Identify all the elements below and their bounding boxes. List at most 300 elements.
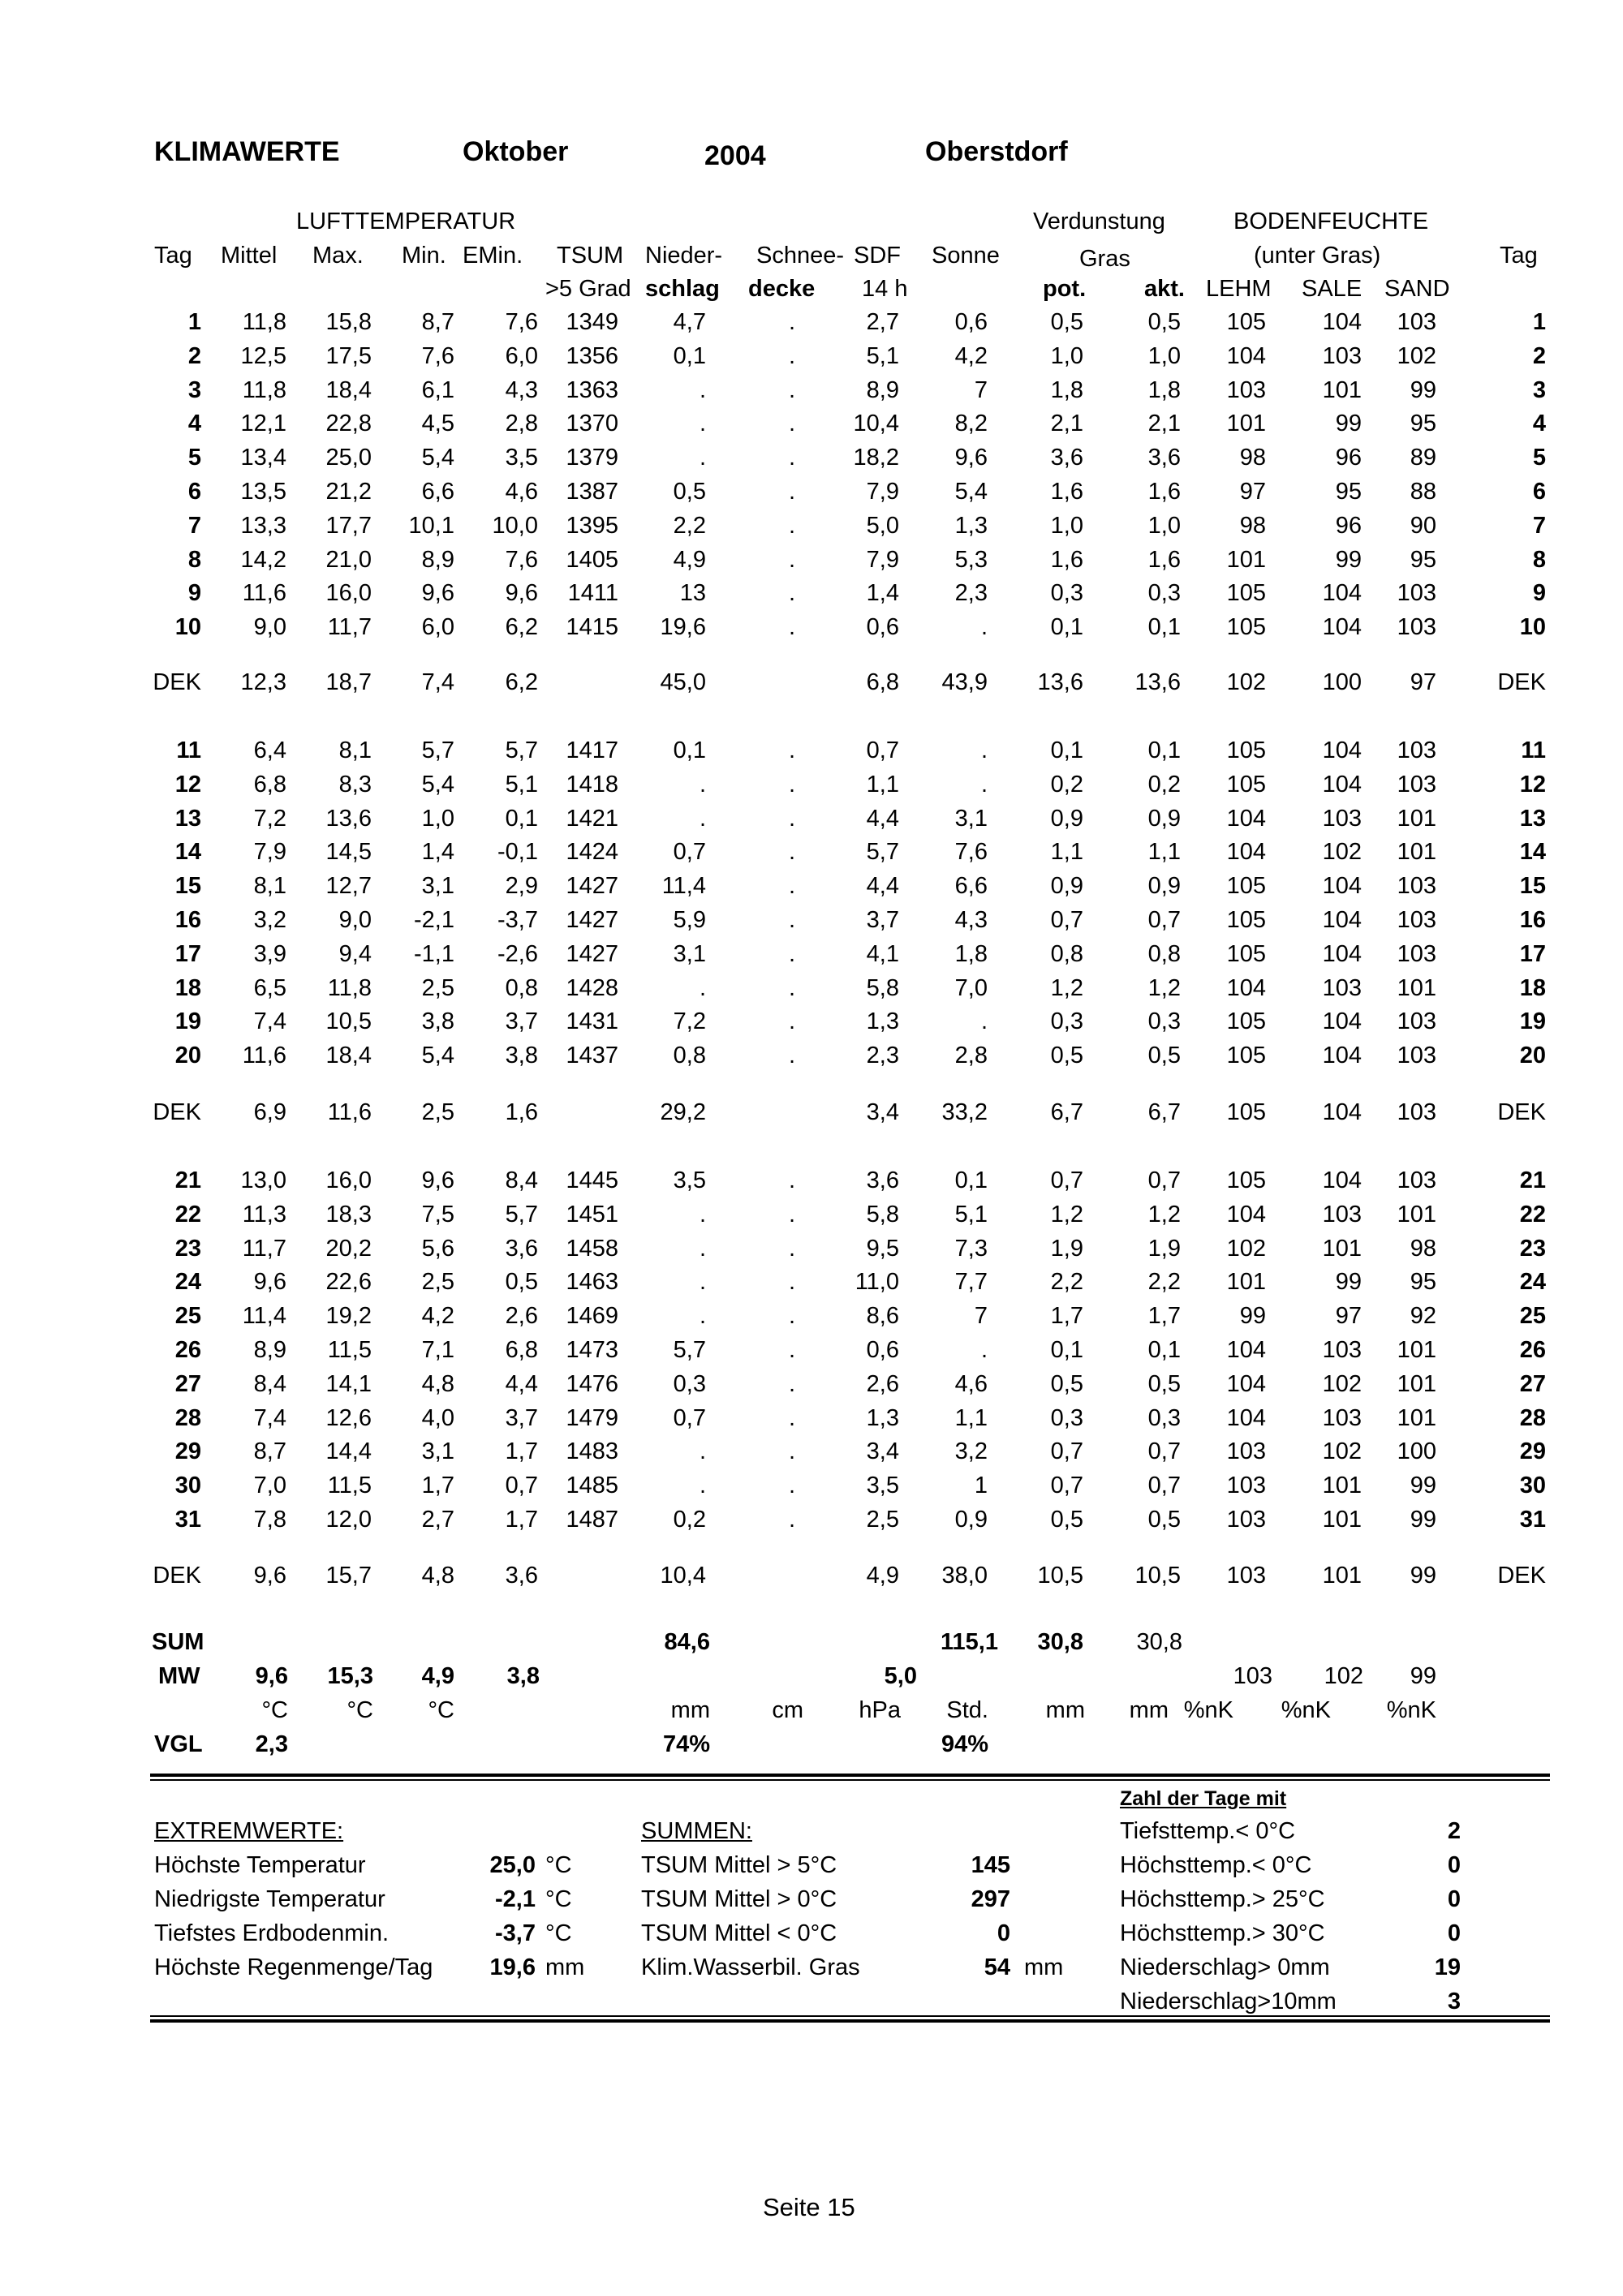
cell-tsum: 1479 (566, 1404, 618, 1431)
cell-tag-right: 30 (1519, 1473, 1546, 1499)
cell-mittel: 6,8 (253, 771, 286, 798)
cell-tag-right: 28 (1519, 1404, 1546, 1431)
cell-schneedecke: . (788, 1235, 795, 1262)
divider-top-thin (150, 1779, 1550, 1781)
cell-lehm: 97 (1239, 479, 1266, 505)
sum-akt: 30,8 (1136, 1629, 1182, 1655)
cell-verdunstung-akt: 0,5 (1147, 1043, 1181, 1069)
cell-lehm: 101 (1226, 1269, 1266, 1296)
cell-sonne: 6,6 (954, 873, 988, 900)
cell-sonne: 4,3 (954, 907, 988, 933)
cell-schneedecke: . (788, 1473, 795, 1499)
cell-tag-right: 23 (1519, 1235, 1546, 1262)
cell-sale: 104 (1322, 1008, 1362, 1035)
cell-lehm: 104 (1226, 805, 1266, 832)
cell-sand: 101 (1397, 1201, 1436, 1228)
cell-sdf: 4,1 (866, 940, 899, 967)
cell-verdunstung-pot: 6,7 (1050, 1099, 1083, 1125)
cell-sdf: 1,3 (866, 1008, 899, 1035)
extreme-unit: °C (545, 1920, 572, 1946)
cell-sonne: 43,9 (941, 669, 988, 695)
cell-niederschlag: . (699, 1269, 706, 1296)
cell-lehm: 105 (1226, 1008, 1266, 1035)
cell-max: 17,7 (325, 512, 372, 539)
cell-sand: 97 (1410, 669, 1436, 695)
extreme-unit: mm (545, 1954, 585, 1980)
cell-tsum: 1370 (566, 411, 618, 437)
cell-sale: 97 (1335, 1303, 1362, 1330)
cell-emin: 2,9 (505, 873, 538, 900)
cell-sale: 99 (1335, 546, 1362, 573)
cell-sonne: 7,7 (954, 1269, 988, 1296)
cell-niederschlag: 13 (679, 580, 706, 607)
cell-niederschlag: 5,7 (673, 1337, 706, 1363)
cell-tag: 31 (174, 1507, 201, 1533)
header-akt: akt. (1144, 276, 1185, 302)
cell-tsum: 1427 (566, 940, 618, 967)
cell-tsum: 1356 (566, 342, 618, 369)
cell-tag-right: 5 (1532, 445, 1546, 471)
vgl-mittel: 2,3 (255, 1731, 288, 1757)
cell-sonne: 33,2 (941, 1099, 988, 1125)
cell-max: 21,0 (325, 546, 372, 573)
cell-max: 18,4 (325, 376, 372, 403)
cell-tsum: 1418 (566, 771, 618, 798)
cell-lehm: 103 (1226, 1473, 1266, 1499)
cell-tsum: 1428 (566, 974, 618, 1001)
cell-tag-right: 24 (1519, 1269, 1546, 1296)
cell-sale: 101 (1322, 1563, 1362, 1589)
cell-max: 18,4 (325, 1043, 372, 1069)
unit-niederschlag: mm (670, 1697, 710, 1723)
cell-verdunstung-pot: 0,5 (1050, 1507, 1083, 1533)
cell-sdf: 10,4 (853, 411, 899, 437)
cell-sdf: 7,9 (866, 479, 899, 505)
extreme-value: 25,0 (489, 1852, 536, 1878)
cell-max: 12,6 (325, 1404, 372, 1431)
header-max: Max. (312, 243, 364, 269)
cell-lehm: 103 (1226, 1438, 1266, 1465)
cell-emin: -3,7 (497, 907, 538, 933)
cell-max: 14,4 (325, 1438, 372, 1465)
header-sdf: SDF (854, 243, 901, 269)
cell-min: 5,4 (421, 1043, 454, 1069)
cell-max: 11,6 (327, 1099, 372, 1125)
cell-sdf: 0,6 (866, 614, 899, 641)
cell-lehm: 105 (1226, 907, 1266, 933)
cell-lehm: 105 (1226, 1167, 1266, 1193)
cell-sonne: 5,1 (954, 1201, 988, 1228)
cell-tag: 9 (187, 580, 201, 607)
cell-emin: 6,8 (505, 1337, 538, 1363)
cell-max: 25,0 (325, 445, 372, 471)
cell-tag-right: 27 (1519, 1370, 1546, 1397)
cell-verdunstung-pot: 0,3 (1050, 580, 1083, 607)
cell-niederschlag: 5,9 (673, 907, 706, 933)
extreme-label: Tiefstes Erdbodenmin. (154, 1920, 390, 1946)
header-unter-gras: (unter Gras) (1254, 243, 1381, 269)
cell-niederschlag: 0,2 (673, 1507, 706, 1533)
header-tag-right: Tag (1500, 243, 1538, 269)
cell-emin: 5,7 (505, 1201, 538, 1228)
header-schlag: schlag (645, 276, 720, 302)
cell-verdunstung-akt: 0,7 (1147, 1438, 1181, 1465)
cell-verdunstung-akt: 13,6 (1134, 669, 1181, 695)
cell-tag: 25 (174, 1303, 201, 1330)
zahl-value: 19 (1434, 1954, 1461, 1980)
cell-tag-right: 13 (1519, 805, 1546, 832)
cell-sale: 104 (1322, 873, 1362, 900)
zahl-label: Höchsttemp.> 25°C (1120, 1886, 1325, 1912)
extreme-unit: °C (545, 1852, 572, 1878)
cell-tsum: 1421 (566, 805, 618, 832)
zahl-value: 0 (1447, 1920, 1461, 1946)
cell-verdunstung-pot: 2,1 (1050, 411, 1083, 437)
cell-sale: 104 (1322, 737, 1362, 763)
cell-min: 2,5 (421, 1269, 454, 1296)
cell-max: 14,1 (325, 1370, 372, 1397)
unit-pot: mm (1045, 1697, 1085, 1723)
cell-tag: 8 (187, 546, 201, 573)
cell-tag: DEK (153, 1099, 201, 1125)
cell-min: 6,6 (421, 479, 454, 505)
cell-tag: 17 (174, 940, 201, 967)
cell-schneedecke: . (788, 1404, 795, 1431)
cell-schneedecke: . (788, 1337, 795, 1363)
cell-sdf: 8,9 (866, 376, 899, 403)
cell-tag: 11 (176, 737, 201, 763)
cell-mittel: 9,6 (253, 1269, 286, 1296)
extreme-label: Höchste Regenmenge/Tag (154, 1954, 433, 1980)
cell-verdunstung-pot: 0,7 (1050, 907, 1083, 933)
cell-verdunstung-pot: 1,0 (1050, 512, 1083, 539)
cell-sdf: 7,9 (866, 546, 899, 573)
cell-sonne: 5,4 (954, 479, 988, 505)
cell-sale: 104 (1322, 1099, 1362, 1125)
cell-lehm: 105 (1226, 1099, 1266, 1125)
zahl-value: 2 (1447, 1818, 1461, 1844)
cell-sdf: 0,7 (866, 737, 899, 763)
zahl-value: 0 (1447, 1852, 1461, 1878)
cell-sonne: . (980, 1008, 988, 1035)
cell-emin: -2,6 (497, 940, 538, 967)
cell-schneedecke: . (788, 873, 795, 900)
extreme-value: 19,6 (489, 1954, 536, 1980)
header-decke: decke (748, 276, 816, 302)
zahl-label: Niederschlag>10mm (1120, 1989, 1337, 2014)
vgl-niederschlag: 74% (662, 1731, 710, 1757)
cell-lehm: 103 (1226, 1563, 1266, 1589)
cell-schneedecke: . (788, 1370, 795, 1397)
cell-sale: 99 (1335, 1269, 1362, 1296)
cell-min: 2,5 (421, 1099, 454, 1125)
cell-max: 12,7 (325, 873, 372, 900)
cell-niederschlag: . (699, 1235, 706, 1262)
cell-emin: 2,8 (505, 411, 538, 437)
cell-min: 3,8 (421, 1008, 454, 1035)
cell-niederschlag: . (699, 1438, 706, 1465)
cell-sand: 89 (1410, 445, 1436, 471)
cell-sdf: 0,6 (866, 1337, 899, 1363)
cell-mittel: 7,4 (253, 1404, 286, 1431)
unit-lehm: %nK (1183, 1697, 1233, 1723)
zahl-label: Höchsttemp.< 0°C (1120, 1852, 1312, 1878)
cell-verdunstung-akt: 0,7 (1147, 1473, 1181, 1499)
cell-sale: 101 (1322, 1507, 1362, 1533)
cell-tag: 14 (174, 839, 201, 866)
unit-sale: %nK (1281, 1697, 1331, 1723)
cell-min: 4,5 (421, 411, 454, 437)
cell-verdunstung-akt: 0,3 (1147, 1404, 1181, 1431)
cell-verdunstung-pot: 0,1 (1050, 614, 1083, 641)
cell-sdf: 5,0 (866, 512, 899, 539)
cell-sonne: 3,2 (954, 1438, 988, 1465)
cell-min: 3,1 (421, 873, 454, 900)
cell-verdunstung-akt: 2,1 (1147, 411, 1181, 437)
cell-niederschlag: 10,4 (660, 1563, 706, 1589)
cell-verdunstung-pot: 0,3 (1050, 1404, 1083, 1431)
cell-sdf: 3,4 (866, 1438, 899, 1465)
cell-emin: 2,6 (505, 1303, 538, 1330)
cell-emin: 10,0 (492, 512, 538, 539)
cell-sale: 95 (1335, 479, 1362, 505)
cell-sdf: 3,5 (866, 1473, 899, 1499)
cell-niederschlag: 0,7 (673, 1404, 706, 1431)
cell-sonne: . (980, 737, 988, 763)
cell-sale: 101 (1322, 1235, 1362, 1262)
cell-tag: 29 (174, 1438, 201, 1465)
unit-akt: mm (1129, 1697, 1169, 1723)
cell-niederschlag: 3,1 (673, 940, 706, 967)
cell-sand: 101 (1397, 839, 1436, 866)
cell-schneedecke: . (788, 411, 795, 437)
header-14h: 14 h (862, 276, 908, 302)
cell-mittel: 8,9 (253, 1337, 286, 1363)
cell-sale: 104 (1322, 771, 1362, 798)
cell-sonne: 1,8 (954, 940, 988, 967)
cell-tag: 22 (174, 1201, 201, 1228)
cell-verdunstung-akt: 1,6 (1147, 546, 1181, 573)
cell-niederschlag: . (699, 376, 706, 403)
cell-emin: -0,1 (497, 839, 538, 866)
cell-min: 1,4 (421, 839, 454, 866)
cell-max: 10,5 (325, 1008, 372, 1035)
cell-verdunstung-pot: 3,6 (1050, 445, 1083, 471)
mw-sand: 99 (1410, 1663, 1436, 1689)
cell-schneedecke: . (788, 974, 795, 1001)
cell-verdunstung-pot: 1,6 (1050, 479, 1083, 505)
cell-verdunstung-pot: 1,0 (1050, 342, 1083, 369)
cell-sale: 102 (1322, 1438, 1362, 1465)
divider-bottom-thin (150, 2015, 1550, 2017)
divider-bottom (150, 2019, 1550, 2023)
cell-mittel: 13,0 (240, 1167, 286, 1193)
cell-mittel: 7,2 (253, 805, 286, 832)
summen-label: TSUM Mittel < 0°C (641, 1920, 837, 1946)
cell-sdf: 2,7 (866, 309, 899, 335)
cell-sale: 103 (1322, 342, 1362, 369)
cell-sonne: 7,6 (954, 839, 988, 866)
cell-sdf: 1,1 (866, 771, 899, 798)
cell-max: 12,0 (325, 1507, 372, 1533)
cell-min: -1,1 (414, 940, 454, 967)
cell-tag-right: 29 (1519, 1438, 1546, 1465)
cell-schneedecke: . (788, 1303, 795, 1330)
cell-verdunstung-pot: 13,6 (1037, 669, 1083, 695)
extreme-label: Höchste Temperatur (154, 1852, 366, 1878)
mw-lehm: 103 (1233, 1663, 1272, 1689)
cell-lehm: 102 (1226, 669, 1266, 695)
cell-emin: 9,6 (505, 580, 538, 607)
mw-sale: 102 (1324, 1663, 1363, 1689)
cell-tag-right: 26 (1519, 1337, 1546, 1363)
cell-sale: 103 (1322, 1404, 1362, 1431)
cell-emin: 3,5 (505, 445, 538, 471)
cell-tsum: 1349 (566, 309, 618, 335)
cell-verdunstung-pot: 10,5 (1037, 1563, 1083, 1589)
cell-tsum: 1445 (566, 1167, 618, 1193)
cell-niederschlag: . (699, 1201, 706, 1228)
cell-mittel: 8,1 (253, 873, 286, 900)
cell-lehm: 103 (1226, 1507, 1266, 1533)
cell-mittel: 12,3 (240, 669, 286, 695)
cell-emin: 6,0 (505, 342, 538, 369)
summen-unit: mm (1024, 1954, 1064, 1980)
cell-tag-right: DEK (1497, 1563, 1546, 1589)
cell-tag-right: 19 (1519, 1008, 1546, 1035)
cell-niederschlag: 2,2 (673, 512, 706, 539)
cell-lehm: 105 (1226, 873, 1266, 900)
cell-sale: 102 (1322, 839, 1362, 866)
cell-emin: 6,2 (505, 669, 538, 695)
cell-mittel: 11,8 (242, 309, 286, 335)
extreme-unit: °C (545, 1886, 572, 1912)
cell-sand: 102 (1397, 342, 1436, 369)
cell-verdunstung-akt: 1,0 (1147, 342, 1181, 369)
cell-sale: 104 (1322, 309, 1362, 335)
cell-lehm: 105 (1226, 737, 1266, 763)
cell-sdf: 4,4 (866, 805, 899, 832)
cell-sand: 103 (1397, 737, 1436, 763)
cell-min: 2,7 (421, 1507, 454, 1533)
cell-sonne: 8,2 (954, 411, 988, 437)
cell-tsum: 1427 (566, 907, 618, 933)
cell-schneedecke: . (788, 805, 795, 832)
cell-emin: 5,7 (505, 737, 538, 763)
cell-emin: 0,5 (505, 1269, 538, 1296)
cell-tsum: 1451 (566, 1201, 618, 1228)
cell-verdunstung-akt: 1,2 (1147, 974, 1181, 1001)
cell-max: 18,7 (325, 669, 372, 695)
header-lufttemperatur: LUFTTEMPERATUR (296, 209, 516, 234)
zahl-label: Niederschlag> 0mm (1120, 1954, 1330, 1980)
cell-mittel: 13,3 (240, 512, 286, 539)
summen-label: Klim.Wasserbil. Gras (641, 1954, 860, 1980)
cell-tag-right: 11 (1521, 737, 1546, 763)
cell-tag-right: 6 (1532, 479, 1546, 505)
cell-tsum: 1473 (566, 1337, 618, 1363)
cell-sand: 103 (1397, 1167, 1436, 1193)
cell-schneedecke: . (788, 907, 795, 933)
cell-tsum: 1417 (566, 737, 618, 763)
cell-verdunstung-akt: 0,3 (1147, 580, 1181, 607)
cell-sand: 103 (1397, 614, 1436, 641)
cell-mittel: 14,2 (240, 546, 286, 573)
cell-sand: 95 (1410, 1269, 1436, 1296)
cell-schneedecke: . (788, 614, 795, 641)
header-mittel: Mittel (221, 243, 278, 269)
cell-sand: 103 (1397, 1043, 1436, 1069)
cell-max: 13,6 (325, 805, 372, 832)
header-schneedecke: Schnee- (756, 243, 845, 269)
cell-sand: 88 (1410, 479, 1436, 505)
cell-emin: 4,4 (505, 1370, 538, 1397)
cell-lehm: 101 (1226, 411, 1266, 437)
cell-sdf: 2,5 (866, 1507, 899, 1533)
cell-min: 7,5 (421, 1201, 454, 1228)
cell-verdunstung-akt: 1,7 (1147, 1303, 1181, 1330)
cell-emin: 3,6 (505, 1563, 538, 1589)
cell-niederschlag: 0,3 (673, 1370, 706, 1397)
cell-mittel: 3,9 (253, 940, 286, 967)
cell-tag-right: DEK (1497, 1099, 1546, 1125)
cell-verdunstung-akt: 1,2 (1147, 1201, 1181, 1228)
cell-tag: 5 (187, 445, 201, 471)
cell-tag-right: 14 (1519, 839, 1546, 866)
cell-min: 4,8 (421, 1370, 454, 1397)
cell-verdunstung-pot: 1,2 (1050, 974, 1083, 1001)
extreme-value: -2,1 (495, 1886, 536, 1912)
cell-min: 5,7 (421, 737, 454, 763)
cell-verdunstung-pot: 0,9 (1050, 873, 1083, 900)
cell-emin: 4,3 (505, 376, 538, 403)
cell-niederschlag: 45,0 (660, 669, 706, 695)
cell-schneedecke: . (788, 839, 795, 866)
cell-sdf: 18,2 (853, 445, 899, 471)
header-lehm: LEHM (1206, 276, 1272, 302)
cell-verdunstung-akt: 1,9 (1147, 1235, 1181, 1262)
cell-schneedecke: . (788, 1201, 795, 1228)
header-gras: Gras (1079, 246, 1130, 272)
cell-max: 11,7 (327, 614, 372, 641)
cell-emin: 8,4 (505, 1167, 538, 1193)
cell-tag: 27 (174, 1370, 201, 1397)
cell-mittel: 11,6 (242, 580, 286, 607)
cell-tag-right: 31 (1519, 1507, 1546, 1533)
cell-verdunstung-pot: 1,7 (1050, 1303, 1083, 1330)
cell-schneedecke: . (788, 771, 795, 798)
unit-schnee: cm (772, 1697, 803, 1723)
cell-sand: 103 (1397, 873, 1436, 900)
cell-sdf: 2,3 (866, 1043, 899, 1069)
cell-sale: 96 (1335, 512, 1362, 539)
cell-sdf: 3,4 (866, 1099, 899, 1125)
cell-sonne: 7 (974, 1303, 988, 1330)
cell-sdf: 1,4 (866, 580, 899, 607)
cell-sonne: . (980, 1337, 988, 1363)
cell-sdf: 4,9 (866, 1563, 899, 1589)
cell-sand: 103 (1397, 771, 1436, 798)
cell-sonne: 3,1 (954, 805, 988, 832)
cell-tag: 13 (174, 805, 201, 832)
cell-lehm: 98 (1239, 512, 1266, 539)
divider-top (150, 1774, 1550, 1777)
cell-tsum: 1483 (566, 1438, 618, 1465)
cell-min: 8,7 (421, 309, 454, 335)
cell-verdunstung-pot: 0,1 (1050, 737, 1083, 763)
cell-tag-right: 21 (1519, 1167, 1546, 1193)
cell-tag: 20 (174, 1043, 201, 1069)
